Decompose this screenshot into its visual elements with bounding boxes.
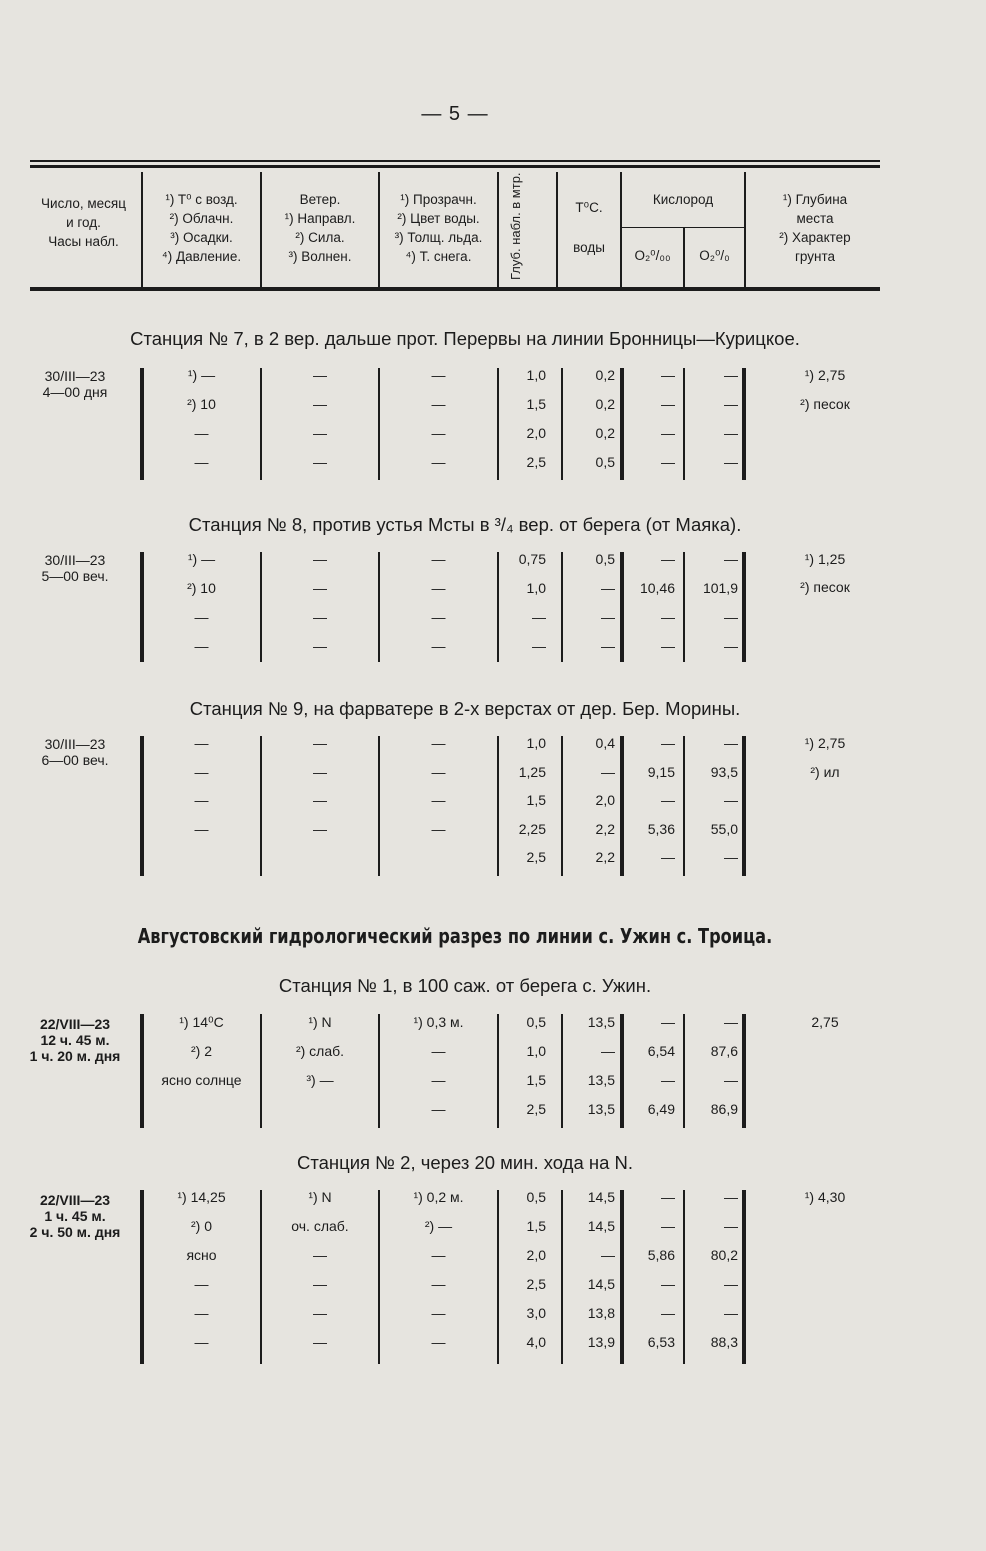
station-9-row-2-oxygen-percent: 93,5 <box>710 763 738 780</box>
august-station-2-row-3-transparency: — <box>431 1247 446 1263</box>
august-station-1-row-3-air: ясно солнце <box>161 1072 242 1088</box>
station-9-row-4-depth: 2,25 <box>518 820 546 837</box>
station-8-row-4-transparency: — <box>431 638 446 654</box>
station-9-row-1-water-temp: 0,4 <box>595 735 615 751</box>
station-8-row-1-transparency: — <box>431 551 446 567</box>
station-9-row-2-wind: — <box>313 763 327 780</box>
station-9-ground-depth: ¹) 2,75 <box>804 735 846 751</box>
station-9-row-3-air: — <box>194 792 209 808</box>
station-9-row-5-water-temp: 2,2 <box>595 849 615 865</box>
station-8-row-3-transparency: — <box>431 609 446 625</box>
august-station-2-row-1-oxygen-percent: — <box>724 1189 738 1205</box>
station-9-title: Станция № 9, на фарватере в 2-х верстах от дер. Бер. Морины. <box>189 698 741 719</box>
august-station-2-row-6-wind: — <box>313 1334 327 1350</box>
august-station-1-row-2-oxygen-percent: 87,6 <box>710 1043 738 1059</box>
august-station-2-row-6-oxygen-permille: 6,53 <box>647 1334 675 1350</box>
august-station-2-row-6-water-temp: 13,9 <box>587 1334 615 1350</box>
station-9-row-4-oxygen-permille: 5,36 <box>647 820 675 837</box>
station-7-row-4-oxygen-percent: — <box>724 454 738 470</box>
station-8-row-2-depth: 1,0 <box>526 580 546 596</box>
station-7-row-2-water-temp: 0,2 <box>595 396 615 412</box>
august-station-1-row-1-oxygen-percent: — <box>724 1014 738 1030</box>
header-col-oxygen: Кислород <box>652 192 714 207</box>
station-7-row-1-oxygen-permille: — <box>661 367 675 383</box>
station-9-row-1-wind: — <box>313 735 327 751</box>
august-station-2-row-6-transparency: — <box>431 1334 446 1350</box>
station-7-row-4-oxygen-permille: — <box>661 454 675 470</box>
station-7-row-3-wind: — <box>313 425 327 441</box>
august-section-title: Августовский гидрологический разрез по линии с. Ужин с. Троица. <box>137 924 773 948</box>
station-8-row-3-air: — <box>194 609 209 625</box>
august-station-1-row-2-transparency: — <box>431 1043 446 1059</box>
header-col-air: ¹) T⁰ с возд. ²) Облачн. ³) Осадки. ⁴) Давление. <box>161 192 242 264</box>
station-7-row-4-transparency: — <box>431 454 446 470</box>
header-col-wind: Ветер. ¹) Направл. ²) Сила. ³) Волнен. <box>284 192 356 264</box>
station-7-row-1-water-temp: 0,2 <box>595 367 615 383</box>
station-8-row-2-transparency: — <box>431 580 446 596</box>
august-station-1-row-2-wind: ²) слаб. <box>295 1043 345 1059</box>
station-8-ground-depth: ¹) 1,25 <box>804 551 846 567</box>
station-8-row-3-depth: — <box>532 609 546 625</box>
station-7-row-2-depth: 1,5 <box>526 396 546 412</box>
header-top-rule-2 <box>30 165 880 168</box>
august-station-2-row-2-air: ²) 0 <box>191 1218 212 1234</box>
station-7-row-3-water-temp: 0,2 <box>595 425 615 441</box>
station-7-row-4-depth: 2,5 <box>526 454 546 470</box>
station-7-row-4-water-temp: 0,5 <box>595 454 615 470</box>
august-station-2-row-6-oxygen-percent: 88,3 <box>710 1334 738 1350</box>
august-station-2-row-4-water-temp: 14,5 <box>587 1276 615 1292</box>
station-8-row-2-air: ²) 10 <box>187 580 216 596</box>
station-7-row-2-oxygen-percent: — <box>724 396 738 412</box>
august-station-1-row-1-water-temp: 13,5 <box>587 1014 615 1030</box>
august-station-1-row-1-depth: 0,5 <box>526 1014 546 1030</box>
august-station-2-row-3-air: ясно <box>186 1247 217 1263</box>
august-station-2-row-1-air: ¹) 14,25 <box>177 1189 226 1205</box>
august-station-2-row-4-oxygen-permille: — <box>661 1276 675 1292</box>
station-9-row-1-transparency: — <box>431 735 446 751</box>
station-9-row-4-water-temp: 2,2 <box>595 820 615 837</box>
station-8-row-3-oxygen-permille: — <box>661 609 675 625</box>
august-station-2-date: 22/VIII—23 1 ч. 45 м. 2 ч. 50 м. дня <box>29 1192 121 1240</box>
station-7-row-4-air: — <box>194 454 209 470</box>
station-7-ground-depth: ¹) 2,75 <box>804 367 846 383</box>
august-station-1-row-2-water-temp: — <box>601 1043 615 1059</box>
station-7-row-2-wind: — <box>313 396 327 412</box>
august-station-2-row-4-wind: — <box>313 1276 327 1292</box>
station-9-row-5-depth: 2,5 <box>526 849 546 865</box>
august-station-1-title: Станция № 1, в 100 саж. от берега с. Ужин. <box>278 975 652 996</box>
august-station-2-row-3-depth: 2,0 <box>526 1247 546 1263</box>
station-7-row-2-transparency: — <box>431 396 446 412</box>
station-9-row-2-oxygen-permille: 9,15 <box>647 763 675 780</box>
station-7-row-3-depth: 2,0 <box>526 425 546 441</box>
august-station-2-row-2-oxygen-permille: — <box>661 1218 675 1234</box>
station-9-row-3-oxygen-percent: — <box>724 792 738 808</box>
august-station-2-row-4-oxygen-percent: — <box>724 1276 738 1292</box>
station-8-row-4-oxygen-percent: — <box>724 638 738 654</box>
station-7-ground-type: ²) песок <box>800 396 850 412</box>
august-station-1-row-3-transparency: — <box>431 1072 446 1088</box>
august-station-2-title: Станция № 2, через 20 мин. хода на N. <box>296 1152 634 1173</box>
station-9-row-1-oxygen-percent: — <box>724 735 738 751</box>
station-9-row-5-oxygen-permille: — <box>661 849 675 865</box>
station-8-date: 30/III—23 5—00 веч. <box>41 552 109 584</box>
august-station-2-row-1-transparency: ¹) 0,2 м. <box>413 1189 464 1205</box>
station-8-row-4-oxygen-permille: — <box>661 638 675 654</box>
august-station-1-row-4-water-temp: 13,5 <box>587 1101 615 1117</box>
august-station-2-row-1-oxygen-permille: — <box>661 1189 675 1205</box>
august-station-2-row-5-oxygen-percent: — <box>724 1305 738 1321</box>
page-number: — 5 — <box>421 103 489 125</box>
station-8-row-4-water-temp: — <box>601 638 615 654</box>
station-7-row-4-wind: — <box>313 454 327 470</box>
august-station-2-row-2-water-temp: 14,5 <box>587 1218 615 1234</box>
station-7-row-1-transparency: — <box>431 367 446 383</box>
august-station-2-row-1-wind: ¹) N <box>308 1189 332 1205</box>
station-9-row-2-water-temp: — <box>601 763 615 780</box>
august-station-1-row-1-wind: ¹) N <box>308 1014 332 1030</box>
station-7-row-3-transparency: — <box>431 425 446 441</box>
august-station-1-row-4-oxygen-permille: 6,49 <box>647 1101 675 1117</box>
station-7-row-1-depth: 1,0 <box>526 367 546 383</box>
header-col-depth: Глуб. набл. в мтр. <box>508 172 523 280</box>
station-7-title: Станция № 7, в 2 вер. дальше прот. Перервы на линии Бронницы—Курицкое. <box>130 328 800 349</box>
station-7-row-2-air: ²) 10 <box>187 396 216 412</box>
august-station-1-date: 22/VIII—23 12 ч. 45 м. 1 ч. 20 м. дня <box>29 1016 121 1064</box>
station-8-row-4-wind: — <box>313 638 327 654</box>
station-9-row-2-air: — <box>194 763 209 780</box>
august-station-1-row-3-depth: 1,5 <box>526 1072 546 1088</box>
august-station-1-row-3-wind: ³) — <box>306 1072 334 1088</box>
august-station-2-row-4-depth: 2,5 <box>526 1276 546 1292</box>
header-bottom-rule <box>30 287 880 291</box>
august-station-2-row-5-water-temp: 13,8 <box>587 1305 615 1321</box>
header-col-date: Число, месяц и год. Часы набл. <box>41 196 126 249</box>
station-9-row-4-air: — <box>194 820 209 837</box>
station-9-date: 30/III—23 6—00 веч. <box>41 736 109 768</box>
august-station-2-row-3-oxygen-percent: 80,2 <box>710 1247 738 1263</box>
station-8-row-1-water-temp: 0,5 <box>595 551 615 567</box>
station-7-row-3-air: — <box>194 425 209 441</box>
august-station-1-row-4-depth: 2,5 <box>526 1101 546 1117</box>
station-7-row-1-oxygen-percent: — <box>724 367 738 383</box>
station-8-row-1-air: ¹) — <box>187 551 216 567</box>
station-8-row-2-water-temp: — <box>601 580 615 596</box>
august-station-2-row-2-transparency: ²) — <box>424 1218 453 1234</box>
august-station-2-row-6-air: — <box>194 1334 209 1350</box>
header-col-temp-water: воды <box>573 240 605 255</box>
august-station-2-row-5-air: — <box>194 1305 209 1321</box>
station-9-row-4-wind: — <box>313 820 327 837</box>
august-station-1-row-3-water-temp: 13,5 <box>587 1072 615 1088</box>
station-8-row-3-water-temp: — <box>601 609 615 625</box>
station-8-row-2-wind: — <box>313 580 327 596</box>
station-9-row-5-oxygen-percent: — <box>724 849 738 865</box>
header-col-temp: T⁰C. <box>575 200 603 215</box>
station-7-row-1-air: ¹) — <box>187 367 216 383</box>
august-station-2-row-6-depth: 4,0 <box>526 1334 546 1350</box>
station-8-row-1-wind: — <box>313 551 327 567</box>
station-9-row-4-oxygen-percent: 55,0 <box>710 820 738 837</box>
station-8-row-1-depth: 0,75 <box>518 551 546 567</box>
station-8-row-1-oxygen-percent: — <box>724 551 738 567</box>
august-station-2-row-3-oxygen-permille: 5,86 <box>647 1247 675 1263</box>
station-7-date: 30/III—23 4—00 дня <box>42 368 108 400</box>
station-9-row-4-transparency: — <box>431 820 446 837</box>
header-top-rule <box>30 160 880 162</box>
august-station-1-row-1-air: ¹) 14⁰C <box>179 1014 224 1030</box>
august-station-1-row-2-depth: 1,0 <box>526 1043 546 1059</box>
station-9-row-3-depth: 1,5 <box>526 792 546 808</box>
station-9-row-2-transparency: — <box>431 763 446 780</box>
august-station-2-row-5-transparency: — <box>431 1305 446 1321</box>
station-8-row-3-wind: — <box>313 609 327 625</box>
august-station-1-row-1-oxygen-permille: — <box>661 1014 675 1030</box>
station-8-row-1-oxygen-permille: — <box>661 551 675 567</box>
station-7-row-2-oxygen-permille: — <box>661 396 675 412</box>
station-7-row-3-oxygen-percent: — <box>724 425 738 441</box>
station-9-row-3-wind: — <box>313 792 327 808</box>
august-station-1-row-3-oxygen-percent: — <box>724 1072 738 1088</box>
station-8-row-2-oxygen-percent: 101,9 <box>702 580 738 596</box>
station-9-row-1-air: — <box>194 735 209 751</box>
august-station-2-row-4-transparency: — <box>431 1276 446 1292</box>
station-9-row-1-oxygen-permille: — <box>661 735 675 751</box>
station-9-row-2-depth: 1,25 <box>518 763 546 780</box>
station-7-row-1-wind: — <box>313 367 327 383</box>
header-col-ground: ¹) Глубина места ²) Характер грунта <box>779 192 851 264</box>
august-station-2-row-1-depth: 0,5 <box>526 1189 546 1205</box>
august-station-1-row-2-air: ²) 2 <box>191 1043 212 1059</box>
august-station-2-row-5-wind: — <box>313 1305 327 1321</box>
august-station-1-row-4-oxygen-percent: 86,9 <box>710 1101 738 1117</box>
station-9-row-1-depth: 1,0 <box>526 735 546 751</box>
station-7-row-3-oxygen-permille: — <box>661 425 675 441</box>
august-station-2-row-5-oxygen-permille: — <box>661 1305 675 1321</box>
station-9-row-3-water-temp: 2,0 <box>595 792 615 808</box>
august-station-2-row-4-air: — <box>194 1276 209 1292</box>
august-station-2-row-2-oxygen-percent: — <box>724 1218 738 1234</box>
station-8-row-4-depth: — <box>532 638 546 654</box>
august-station-2-row-3-water-temp: — <box>601 1247 615 1263</box>
august-station-2-ground: ¹) 4,30 <box>804 1189 846 1205</box>
august-station-2-row-2-wind: оч. слаб. <box>291 1218 349 1234</box>
station-8-ground-type: ²) песок <box>800 579 850 595</box>
station-8-row-4-air: — <box>194 638 209 654</box>
header-col-oxygen-percent: O₂⁰/₀ <box>699 248 730 263</box>
august-station-1-row-2-oxygen-permille: 6,54 <box>647 1043 675 1059</box>
august-station-1-ground: 2,75 <box>811 1014 839 1030</box>
station-8-row-2-oxygen-permille: 10,46 <box>639 580 675 596</box>
station-8-title: Станция № 8, против устья Мсты в ³/₄ вер. от берега (от Маяка). <box>188 514 742 535</box>
station-9-ground-type: ²) ил <box>810 764 840 780</box>
station-8-row-3-oxygen-percent: — <box>724 609 738 625</box>
august-station-2-row-3-wind: — <box>313 1247 327 1263</box>
header-col-transparency: ¹) Прозрачн. ²) Цвет воды. ³) Толщ. льда. ⁴) Т. снега. <box>394 192 483 264</box>
august-station-1-row-1-transparency: ¹) 0,3 м. <box>413 1014 464 1030</box>
header-col-oxygen-permille: O₂⁰/₀₀ <box>634 248 671 263</box>
august-station-1-row-3-oxygen-permille: — <box>661 1072 675 1088</box>
august-station-2-row-1-water-temp: 14,5 <box>587 1189 615 1205</box>
station-9-row-3-transparency: — <box>431 792 446 808</box>
august-station-2-row-5-depth: 3,0 <box>526 1305 546 1321</box>
station-9-row-3-oxygen-permille: — <box>661 792 675 808</box>
august-station-2-row-2-depth: 1,5 <box>526 1218 546 1234</box>
august-station-1-row-4-transparency: — <box>431 1101 446 1117</box>
